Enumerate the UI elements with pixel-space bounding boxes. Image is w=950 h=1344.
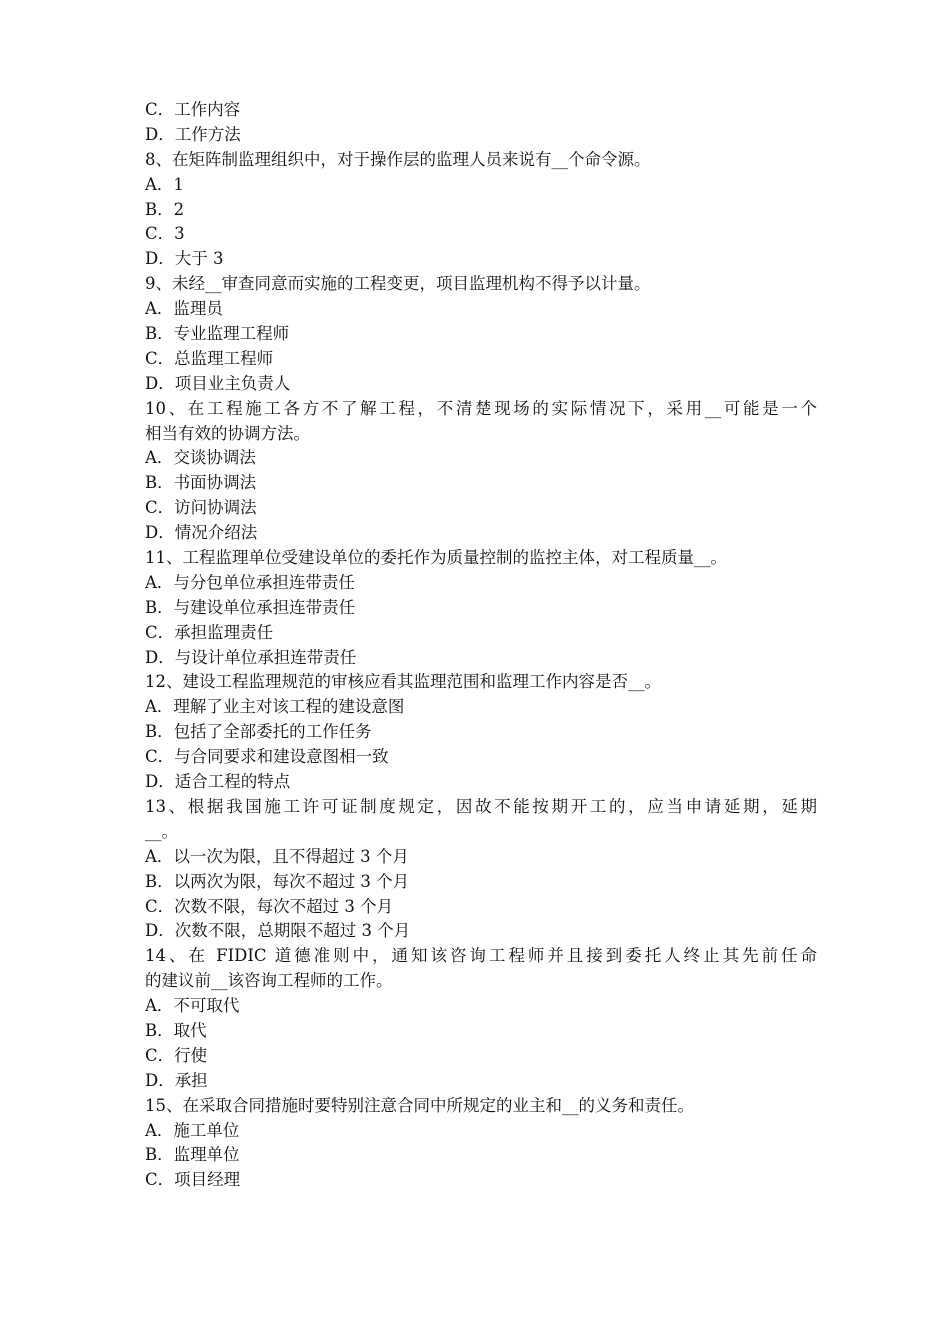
option-line: B．书面协调法: [145, 473, 257, 493]
option-line: A．监理员: [145, 299, 223, 319]
option-line: D．承担: [145, 1070, 208, 1090]
question-line-continued: 的建议前__该咨询工程师的工作。: [145, 971, 393, 991]
option-line: B．以两次为限，每次不超过 3 个月: [145, 871, 410, 891]
option-line: D．适合工程的特点: [145, 772, 291, 792]
option-line: A．1: [145, 174, 184, 194]
option-line: B．与建设单位承担连带责任: [145, 597, 356, 617]
option-line: A．不可取代: [145, 996, 240, 1016]
option-line: B．2: [145, 199, 185, 219]
question-line: 12、建设工程监理规范的审核应看其监理范围和监理工作内容是否__。: [145, 672, 661, 692]
question-line-continued: __。: [145, 821, 178, 841]
option-line: D．情况介绍法: [145, 523, 258, 543]
option-line: C．访问协调法: [145, 498, 257, 518]
option-line: A．与分包单位承担连带责任: [145, 572, 355, 592]
option-line: C．项目经理: [145, 1170, 241, 1190]
option-line: A．施工单位: [145, 1120, 240, 1140]
question-line: 10、在工程施工各方不了解工程，不清楚现场的实际情况下，采用__可能是一个: [145, 398, 817, 418]
option-line: B．取代: [145, 1020, 207, 1040]
question-line: 8、在矩阵制监理组织中，对于操作层的监理人员来说有__个命令源。: [145, 149, 651, 169]
question-line: 13、根据我国施工许可证制度规定，因故不能按期开工的，应当申请延期，延期: [145, 796, 817, 816]
option-line: B．监理单位: [145, 1145, 240, 1165]
option-line: B．包括了全部委托的工作任务: [145, 722, 372, 742]
document-body: [145, 98, 817, 1193]
option-line: C．3: [145, 224, 185, 244]
option-line: C．次数不限，每次不超过 3 个月: [145, 896, 394, 916]
question-line: 14、在 FIDIC 道德准则中，通知该咨询工程师并且接到委托人终止其先前任命: [145, 946, 817, 966]
option-line: D．与设计单位承担连带责任: [145, 647, 357, 667]
option-line: B．专业监理工程师: [145, 324, 290, 344]
question-line: 9、未经__审查同意而实施的工程变更，项目监理机构不得予以计量。: [145, 274, 651, 294]
question-line: 11、工程监理单位受建设单位的委托作为质量控制的监控主体，对工程质量__。: [145, 548, 727, 568]
option-line: D．大于 3: [145, 249, 224, 269]
option-line: C．承担监理责任: [145, 622, 274, 642]
option-line: A．以一次为限，且不得超过 3 个月: [145, 846, 409, 866]
option-line: A．交谈协调法: [145, 448, 256, 468]
option-line: D．工作方法: [145, 124, 241, 144]
option-line: D．项目业主负责人: [145, 373, 291, 393]
option-line: D．次数不限，总期限不超过 3 个月: [145, 921, 411, 941]
option-line: A．理解了业主对该工程的建设意图: [145, 697, 405, 717]
question-line-continued: 相当有效的协调方法。: [145, 423, 310, 443]
option-line: C．行使: [145, 1045, 208, 1065]
question-line: 15、在采取合同措施时要特别注意合同中所规定的业主和__的义务和责任。: [145, 1095, 694, 1115]
option-line: C．与合同要求和建设意图相一致: [145, 747, 389, 767]
option-line: C．总监理工程师: [145, 348, 274, 368]
option-line: C．工作内容: [145, 100, 241, 119]
